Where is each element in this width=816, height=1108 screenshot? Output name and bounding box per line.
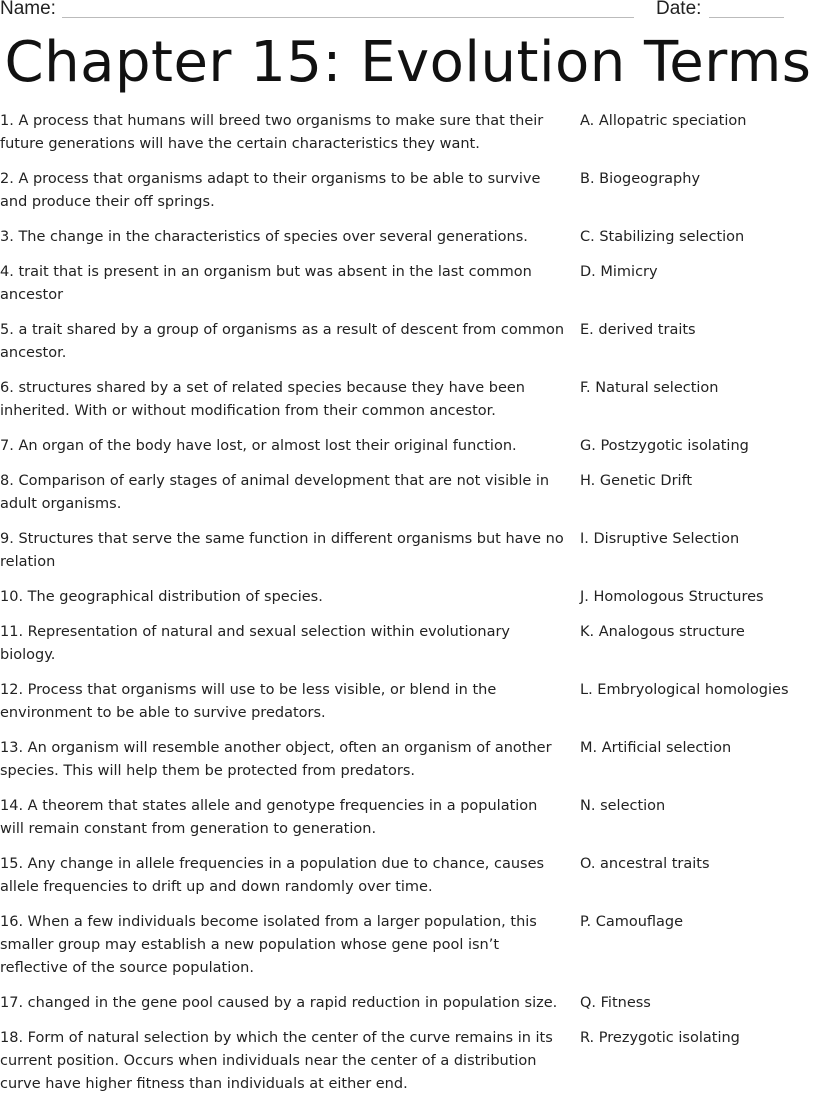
matching-row xyxy=(0,226,816,249)
answer-option: Q. Fitness xyxy=(580,995,651,1011)
matching-list xyxy=(0,110,816,1108)
answer-option: K. Analogous structure xyxy=(580,624,745,640)
matching-row xyxy=(0,586,816,609)
matching-row xyxy=(0,795,816,841)
answer-option: E. derived traits xyxy=(580,322,696,338)
matching-row xyxy=(0,377,816,423)
date-label: Date: xyxy=(656,0,702,19)
answer-option: R. Prezygotic isolating xyxy=(580,1030,740,1046)
answer-option: D. Mimicry xyxy=(580,264,658,280)
matching-row xyxy=(0,110,816,156)
clue-text: 14. A theorem that states allele and genotype frequencies in a population will remain constant from generation to generation. xyxy=(0,798,538,837)
clue-text: 10. The geographical distribution of species. xyxy=(0,589,323,605)
name-label: Name: xyxy=(0,0,56,19)
clue-text: 8. Comparison of early stages of animal development that are not visible in adult organisms. xyxy=(0,473,550,512)
clue-text: 6. structures shared by a set of related species because they have been inherited. With or without modification from their common ancestor. xyxy=(0,380,525,419)
matching-row xyxy=(0,911,816,980)
answer-option: M. Artificial selection xyxy=(580,740,732,756)
clue-text: 4. trait that is present in an organism but was absent in the last common ancestor xyxy=(0,264,532,303)
answer-option: H. Genetic Drift xyxy=(580,473,693,489)
answer-option: P. Camouflage xyxy=(580,914,684,930)
header-row xyxy=(0,0,816,22)
answer-option: J. Homologous Structures xyxy=(580,589,764,605)
answer-option: B. Biogeography xyxy=(580,171,701,187)
page-title: Chapter 15: Evolution Terms xyxy=(4,30,812,95)
clue-text: 7. An organ of the body have lost, or almost lost their original function. xyxy=(0,438,517,454)
matching-row xyxy=(0,319,816,365)
clue-text: 11. Representation of natural and sexual selection within evolutionary biology. xyxy=(0,624,510,663)
answer-option: I. Disruptive Selection xyxy=(580,531,740,547)
matching-row xyxy=(0,435,816,458)
matching-row xyxy=(0,853,816,899)
matching-row xyxy=(0,528,816,574)
answer-option: O. ancestral traits xyxy=(580,856,710,872)
clue-text: 12. Process that organisms will use to be less visible, or blend in the environment to be able to survive predators. xyxy=(0,682,497,721)
clue-text: 15. Any change in allele frequencies in a population due to chance, causes allele frequencies to drift up and down randomly over time. xyxy=(0,856,545,895)
clue-text: 16. When a few individuals become isolated from a larger population, this smaller group may establish a new population whose gene pool isn’t reflective of the source population. xyxy=(0,914,537,976)
clue-text: 5. a trait shared by a group of organisms as a result of descent from common ancestor. xyxy=(0,322,565,361)
matching-row xyxy=(0,992,816,1015)
answer-option: A. Allopatric speciation xyxy=(580,113,747,129)
name-blank-line xyxy=(62,17,634,18)
matching-row xyxy=(0,168,816,214)
answer-option: L. Embryological homologies xyxy=(580,682,789,698)
clue-text: 13. An organism will resemble another object, often an organism of another species. This will help them be protected from predators. xyxy=(0,740,552,779)
clue-text: 9. Structures that serve the same function in different organisms but have no relation xyxy=(0,531,564,570)
answer-option: G. Postzygotic isolating xyxy=(580,438,749,454)
matching-row xyxy=(0,621,816,667)
clue-text: 3. The change in the characteristics of species over several generations. xyxy=(0,229,528,245)
answer-option: F. Natural selection xyxy=(580,380,719,396)
clue-text: 2. A process that organisms adapt to their organisms to be able to survive and produce their off springs. xyxy=(0,171,541,210)
clue-text: 18. Form of natural selection by which the center of the curve remains in its current position. Occurs when individuals near the center of a distribution curve have higher fitness than individuals at either end. xyxy=(0,1030,553,1092)
matching-row xyxy=(0,470,816,516)
matching-row xyxy=(0,737,816,783)
answer-option: C. Stabilizing selection xyxy=(580,229,745,245)
matching-row xyxy=(0,679,816,725)
clue-text: 17. changed in the gene pool caused by a rapid reduction in population size. xyxy=(0,995,558,1011)
matching-row xyxy=(0,261,816,307)
date-blank-line xyxy=(709,17,784,18)
clue-text: 1. A process that humans will breed two organisms to make sure that their future generations will have the certain characteristics they want. xyxy=(0,113,544,152)
answer-option: N. selection xyxy=(580,798,666,814)
matching-row xyxy=(0,1027,816,1096)
